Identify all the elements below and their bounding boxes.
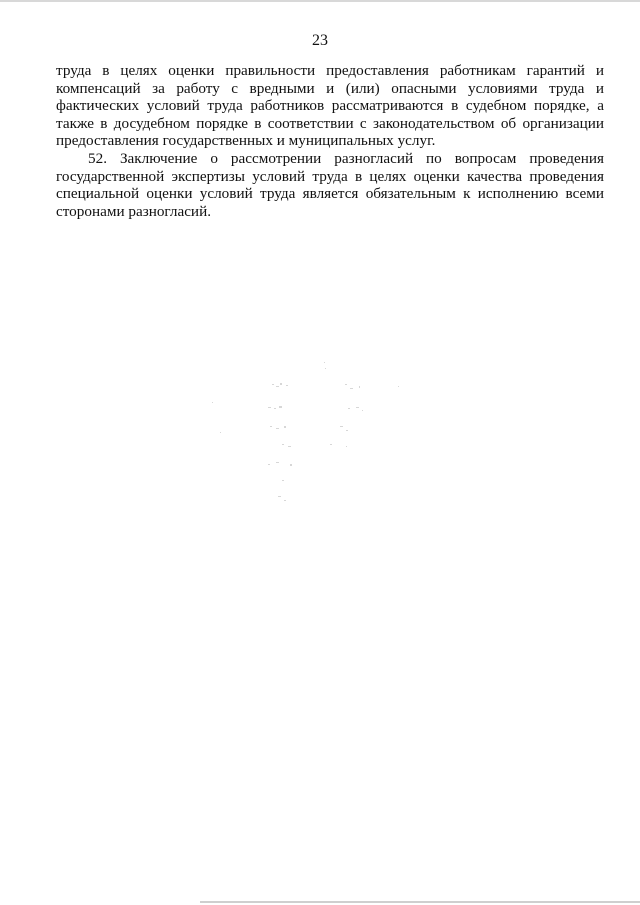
scan-artifact [200, 350, 420, 520]
paragraph-item-52: 52. Заключение о рассмотрении разногласий по вопросам проведения государственной экспертизы условий труда в целях оценки качества проведения специальной оценки условий труда является обязательным к исполнению всеми сторонами разногласий. [56, 149, 604, 220]
paragraph-continuation: труда в целях оценки правильности предоставления работникам гарантий и компенсаций за работу с вредными и (или) опасными условиями труда и фактических условий труда работников рассматриваются в судебном порядке, а также в досудебном порядке в соответствии с законодательством об организации предоставления государственных и муниципальных услуг. [56, 62, 604, 150]
scan-edge-top [0, 0, 640, 2]
page-number: 23 [312, 32, 328, 49]
scan-edge-bottom [200, 901, 640, 903]
document-body [56, 62, 604, 220]
